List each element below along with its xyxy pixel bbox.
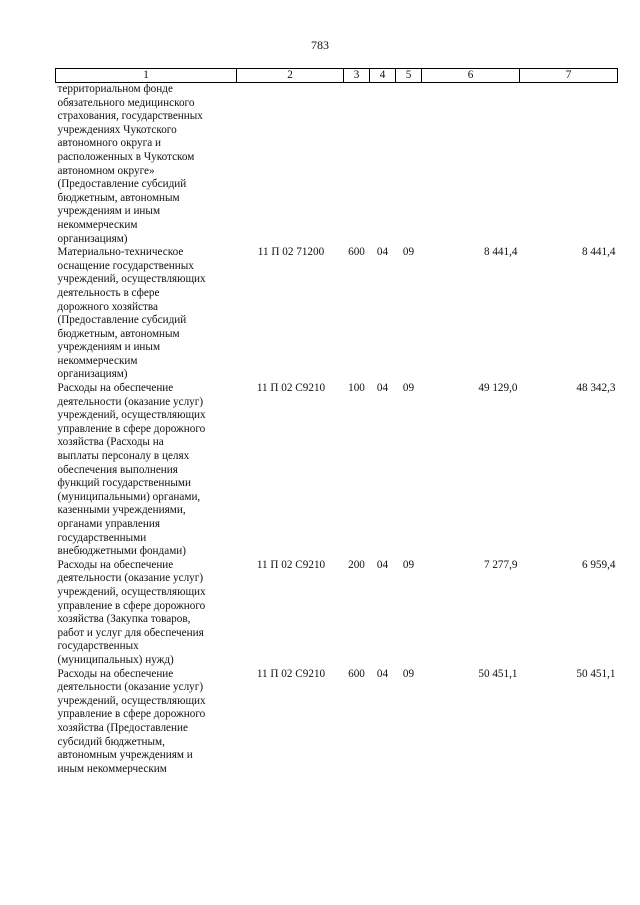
row-target-code: 11 П 02 71200 (257, 246, 325, 259)
row-section: 04 (376, 667, 389, 680)
header-col-2: 2 (237, 69, 344, 83)
row-section: 04 (376, 558, 389, 571)
header-col-1: 1 (56, 69, 237, 83)
row-subsection: 09 (402, 382, 415, 395)
table-row (56, 382, 618, 559)
row-amount-col7: 8 441,4 (581, 246, 616, 259)
row-subsection: 09 (402, 558, 415, 571)
continuation-description: территориальном фонде обязательного медицинского страхования, государственных учреждениях Чукотского автономного округа и расположенных в Чукотском автономном округе» (Предоставление субсидий бюджетным, автономным учреждениям и иным некоммерческим организациям) (57, 83, 203, 245)
row-expense-type: 100 (348, 382, 365, 395)
budget-table (55, 68, 618, 776)
header-col-5: 5 (396, 69, 422, 83)
page-number: 783 (311, 38, 329, 52)
table-row (56, 668, 618, 777)
row-description: Расходы на обеспечение деятельности (оказание услуг) учреждений, осуществляющих управление в сфере дорожного хозяйства (Закупка товаров, работ и услуг для обеспечения государственных (муниципальных) нужд) (57, 558, 206, 666)
row-description: Расходы на обеспечение деятельности (оказание услуг) учреждений, осуществляющих управление в сфере дорожного хозяйства (Расходы на выплаты персоналу в целях обеспечения выполнения функций государственными (муниципальными) органами, казенными учреждениями, органами управления государственными внебюджетными фондами) (57, 382, 206, 558)
row-subsection: 09 (402, 667, 415, 680)
row-expense-type: 600 (348, 667, 365, 680)
row-amount-col7: 50 451,1 (576, 667, 616, 680)
row-description: Материально-техническое оснащение государственных учреждений, осуществляющих деятельность в сфере дорожного хозяйства (Предоставление субсидий бюджетным, автономным учреждениям и иным некоммерческим организациям) (57, 246, 206, 381)
row-amount-col6: 49 129,0 (478, 382, 518, 395)
row-target-code: 11 П 02 С9210 (256, 382, 326, 395)
table-body (56, 83, 618, 777)
row-amount-col6: 7 277,9 (483, 558, 518, 571)
row-section: 04 (376, 382, 389, 395)
row-subsection: 09 (402, 246, 415, 259)
table-row (56, 246, 618, 382)
row-amount-col7: 48 342,3 (576, 382, 616, 395)
table-row (56, 559, 618, 668)
row-target-code: 11 П 02 С9210 (256, 558, 326, 571)
row-amount-col6: 50 451,1 (478, 667, 518, 680)
table-row-continuation (56, 83, 618, 247)
row-section: 04 (376, 246, 389, 259)
row-description: Расходы на обеспечение деятельности (оказание услуг) учреждений, осуществляющих управление в сфере дорожного хозяйства (Предоставление субсидий бюджетным, автономным учреждениям и иным некоммерческим (57, 667, 206, 775)
header-col-3: 3 (344, 69, 370, 83)
header-row (56, 69, 618, 83)
row-amount-col7: 6 959,4 (581, 558, 616, 571)
header-col-4: 4 (370, 69, 396, 83)
header-col-7: 7 (520, 69, 618, 83)
row-amount-col6: 8 441,4 (483, 246, 518, 259)
row-expense-type: 200 (348, 558, 365, 571)
header-col-6: 6 (422, 69, 520, 83)
row-expense-type: 600 (348, 246, 365, 259)
row-target-code: 11 П 02 С9210 (256, 667, 326, 680)
table-header (56, 69, 618, 83)
